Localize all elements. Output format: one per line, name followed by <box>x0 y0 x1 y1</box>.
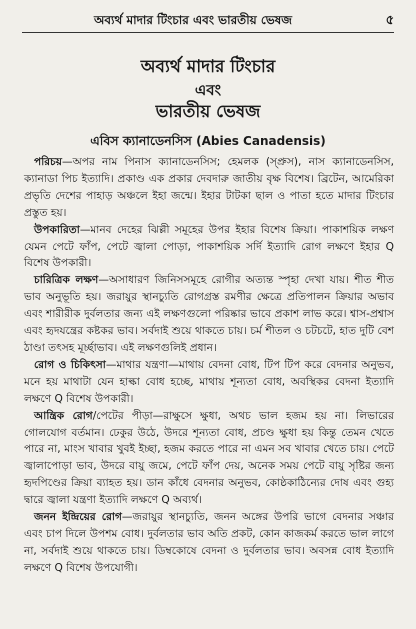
paragraph-heading: উপকারিতা <box>34 223 80 236</box>
running-title: অব্যর্থ মাদার টিংচার এবং ভারতীয় ভেষজ <box>93 13 293 27</box>
title-line-1: অব্যর্থ মাদার টিংচার <box>140 57 276 77</box>
paragraph-reproductive-disease <box>24 509 394 577</box>
paragraph-intestinal-disease <box>24 408 394 509</box>
page-number: ৫ <box>385 13 394 28</box>
paragraph-disease-treatment <box>24 357 394 408</box>
paragraph-heading: রোগ ও চিকিৎসা <box>34 358 106 371</box>
paragraph-heading: আন্ত্রিক রোগ <box>34 409 93 422</box>
title-line-3: ভারতীয় ভেষজ <box>155 102 261 122</box>
paragraph-heading: চারিত্রিক লক্ষণ <box>34 274 99 287</box>
paragraph-heading: জনন ইন্দ্রিয়ের রোগ <box>34 511 122 524</box>
paragraph-heading: পরিচয় <box>34 156 63 168</box>
paragraph-characteristic-symptoms <box>24 272 394 357</box>
remedy-bengali-name: এবিস ক্যানাডেনসিস <box>90 133 192 148</box>
remedy-latin-name: (Abies Canadensis) <box>196 134 326 148</box>
paragraph-benefits <box>24 222 394 273</box>
paragraph-text: /পেটের পীড়া—রাক্ষুসে ক্ষুধা, অথচ ভাল হজম হয় না। লিভারের গোলযোগ বর্তমান। ঢেকুর উঠে, উদরে শূন্যতা বোধ, প্রচণ্ড ক্ষুধা হয় কিন্তু তেমন খেতে পারে না, মাংস খাবার খুবই ইচ্ছা, হজম করতে পারে না এমন সব খাবার খেতে চায়। পেটে জ্বালাপোড়া ভাব, উদরে বায়ু জমে, পেটে ফাঁপ দেয়, অনেক সময় পেটে বায়ু সৃষ্টির জন্য হৃদপিণ্ডের ক্রিয়া ব্যাহত হয়। ডান কাঁধে বেদনার অনুভব, কোষ্ঠকাঠিন্যের দোষ এবং গুহ্য দ্বারে জ্বালা যন্ত্রণা ইত্যাদি লক্ষণে Q অব্যর্থ। <box>24 409 394 507</box>
title-line-2: এবং <box>194 81 222 99</box>
running-header <box>22 12 394 33</box>
paragraph-text: —অপর নাম পিনাস ক্যানাডেনসিস; হেমলক (স্প্রুস), নাস ক্যানাডেনসিস, ক্যানাডা পিচ ইত্যাদি। প্রকাণ্ড এক প্রকার দেবদারু জাতীয় বৃক্ষ বিশেষ। ব্রিটেন, আমেরিকা প্রভৃতি দেশের পাহাড় অঞ্চলে ইহা জন্মে। ইহার টাটকা ছাল ও পাতা হতে মাদার টিংচার প্রস্তুত হয়। <box>24 156 394 219</box>
body-text <box>24 154 394 577</box>
paragraph-introduction <box>24 154 394 222</box>
paragraph-text: —মানব দেহের ঝিল্লী সমূহের উপর ইহার বিশেষ ক্রিয়া। পাকাশয়িক লক্ষণ যেমন পেটে ফাঁপ, পেটে জ্বালা পোড়া, পাকাশয়িক সর্দি ইত্যাদি রোগ লক্ষণে ইহার Q বিশেষ উপকারী। <box>24 223 394 270</box>
paragraph-text: —মাথার যন্ত্রণা—মাথায় বেদনা বোধ, টিপ টিপ করে বেদনার অনুভব, মনে হয় মাথাটা যেন হাল্কা বোধ হচ্ছে, মাথায় শূন্যতা বোধ, অবস্থিকর বেদনা ইত্যাদি লক্ষণে Q বিশেষ উপকারী। <box>24 358 394 405</box>
paragraph-text: —জরায়ুর স্থানচ্যুতি, জনন অঙ্গের উপরি ভাগে বেদনার সঞ্চার এবং চাপ দিলে উপশম বোধ। দুর্বলতার ভাব অতি প্রকট, কোন কাজকর্ম করতে ভাল লাগে না, সর্বদাই শুয়ে থাকতে চায়। ডিম্বকোষে বেদনা ও দুর্বলতার ভাব। অবসন্ন বোধ ইত্যাদি লক্ষণে Q বিশেষ উপযোগী। <box>24 511 395 574</box>
chapter-title <box>0 56 416 124</box>
paragraph-text: —অসাধারণ জিনিসসমূহে রোগীর অত্যন্ত স্পৃহা দেখা যায়। শীত শীত ভাব অনুভূতি হয়। জরায়ুর স্থানচ্যুতি রোগগ্রস্ত রমণীর ক্ষেত্রে প্রতিপালন ক্রিয়ার অভাব এবং শারীরীক দুর্বলতার জন্য এই লক্ষণগুলো পরিষ্কার ভাবে প্রকাশ লাভ করে। শ্বাস-প্রশ্বাস এবং হৃদযন্ত্রের কষ্টকর ভাব। সর্বদাই শুয়ে থাকতে চায়। চর্ম শীতল ও চটচটে, হাত দুটি বেশ ঠাণ্ডা তৎসহ মূর্চ্ছাভাব। এই লক্ষণগুলিই প্রধান। <box>24 274 394 354</box>
remedy-heading <box>0 133 416 153</box>
